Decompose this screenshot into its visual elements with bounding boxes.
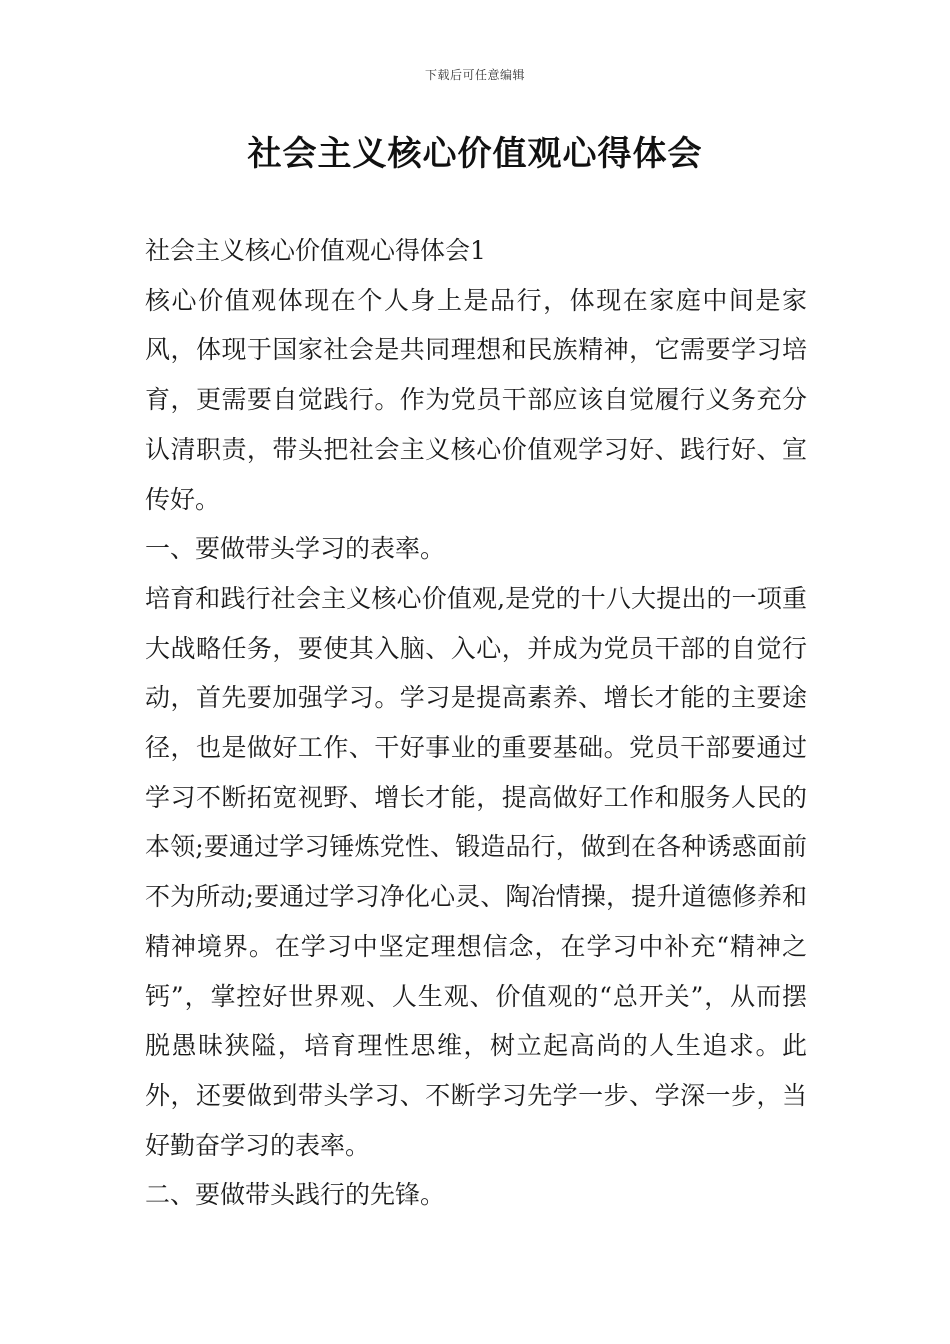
document-body — [145, 226, 807, 1220]
body-paragraph: 核心价值观体现在个人身上是品行，体现在家庭中间是家风，体现于国家社会是共同理想和民族精神，它需要学习培育，更需要自觉践行。作为党员干部应该自觉履行义务充分认清职责，带头把社会主义核心价值观学习好、践行好、宣传好。 — [145, 285, 807, 514]
document-title: 社会主义核心价值观心得体会 — [247, 134, 703, 174]
section-heading: 一、要做带头学习的表率。 — [145, 534, 446, 564]
body-paragraph: 培育和践行社会主义核心价值观,是党的十八大提出的一项重大战略任务，要使其入脑、入心，并成为党员干部的自觉行动，首先要加强学习。学习是提高素养、增长才能的主要途径，也是做好工作、干好事业的重要基础。党员干部要通过学习不断拓宽视野、增长才能，提高做好工作和服务人民的本领;要通过学习锤炼党性、锻造品行，做到在各种诱惑面前不为所动;要通过学习净化心灵、陶冶情操，提升道德修养和精神境界。在学习中坚定理想信念，在学习中补充“精神之钙”，掌控好世界观、人生观、价值观的“总开关”，从而摆脱愚昧狭隘，培育理性思维，树立起高尚的人生追求。此外，还要做到带头学习、不断学习先学一步、学深一步，当好勤奋学习的表率。 — [145, 583, 807, 1160]
header-note: 下载后可任意编辑 — [424, 68, 525, 82]
section-heading: 二、要做带头践行的先锋。 — [145, 1180, 446, 1210]
section-heading: 社会主义核心价值观心得体会1 — [145, 236, 486, 265]
